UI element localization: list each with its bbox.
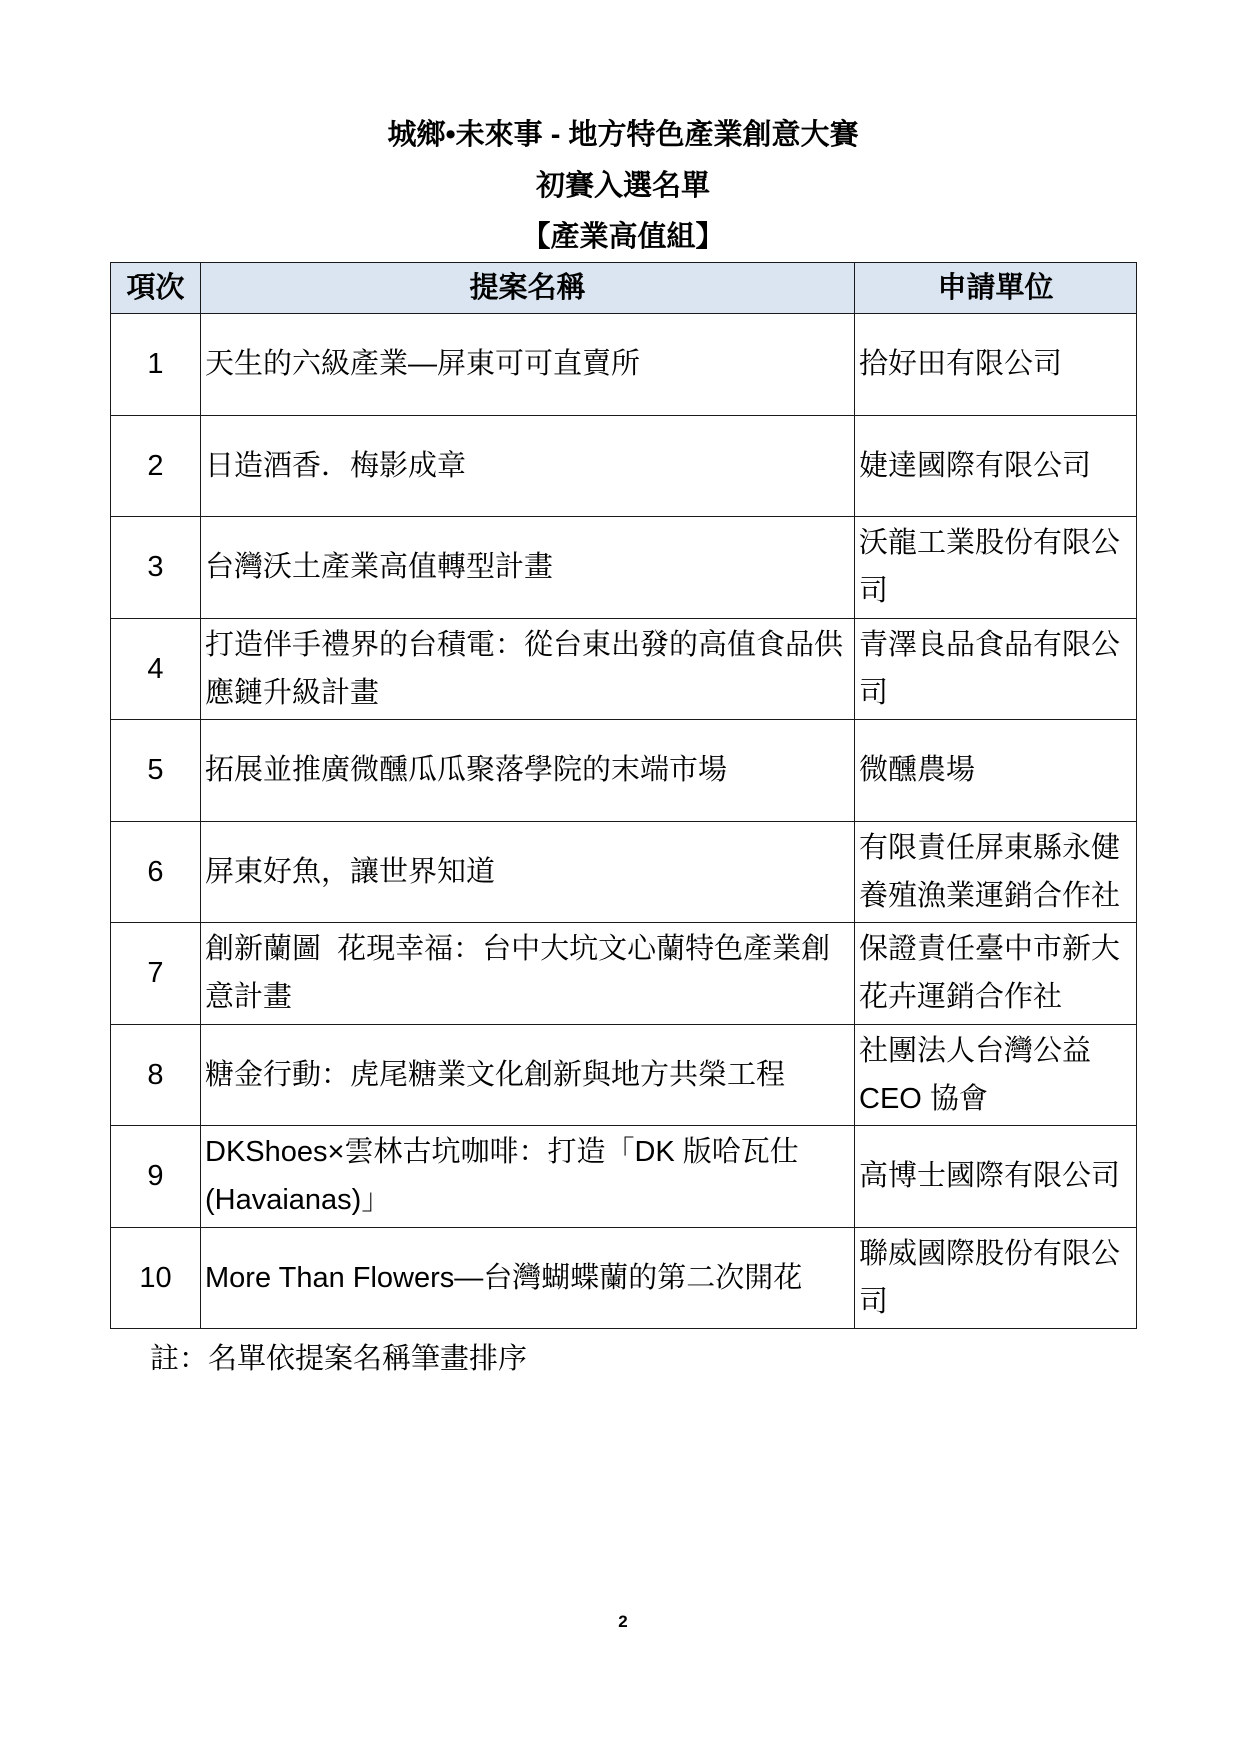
cell-proposal-name (201, 415, 855, 517)
cell-line: 微醺農場 (859, 754, 976, 787)
cell-line: 有限責任屏東縣永健 (859, 831, 1121, 864)
cell-applicant (855, 314, 1137, 416)
table-row (111, 720, 1137, 822)
cell-applicant (855, 618, 1137, 720)
cell-line: 婕達國際有限公司 (859, 449, 1092, 482)
page-number: 2 (618, 1612, 628, 1631)
table-row (111, 1126, 1137, 1228)
cell-applicant (855, 517, 1137, 619)
document-title: 城鄉•未來事 - 地方特色產業創意大賽 (387, 119, 859, 151)
cell-item-number: 3 (111, 517, 201, 619)
cell-proposal-name (201, 821, 855, 923)
cell-applicant (855, 923, 1137, 1025)
table-header-row (111, 263, 1137, 314)
cell-item-number: 10 (111, 1227, 201, 1329)
table-row (111, 1024, 1137, 1126)
cell-proposal-name (201, 314, 855, 416)
table-row (111, 821, 1137, 923)
cell-applicant (855, 1024, 1137, 1126)
cell-item-number: 5 (111, 720, 201, 822)
cell-line: 司 (859, 575, 889, 608)
cell-applicant (855, 720, 1137, 822)
table-row (111, 415, 1137, 517)
cell-line: More Than Flowers—台灣蝴蝶蘭的第二次開花 (205, 1261, 803, 1294)
cell-item-number: 7 (111, 923, 201, 1025)
cell-line: 意計畫 (205, 981, 293, 1014)
cell-line: 打造伴手禮界的台積電：從台東出發的高值食品供 (205, 628, 844, 661)
cell-line: 天生的六級產業—屏東可可直賣所 (205, 348, 641, 381)
cell-proposal-name (201, 618, 855, 720)
cell-item-number: 6 (111, 821, 201, 923)
cell-proposal-name (201, 923, 855, 1025)
cell-proposal-name (201, 720, 855, 822)
cell-line: 沃龍工業股份有限公 (859, 527, 1121, 560)
cell-line: 創新蘭圖 花現幸福：台中大坑文心蘭特色產業創 (205, 933, 831, 966)
cell-item-number: 4 (111, 618, 201, 720)
cell-line: 聯威國際股份有限公 (859, 1237, 1121, 1270)
cell-applicant (855, 1126, 1137, 1228)
cell-line: 糖金行動：虎尾糖業文化創新與地方共榮工程 (205, 1058, 786, 1091)
cell-line: 司 (859, 676, 889, 709)
cell-line: 花卉運銷合作社 (859, 981, 1063, 1014)
cell-line: 養殖漁業運銷合作社 (859, 879, 1121, 912)
cell-line: 應鏈升級計畫 (205, 676, 380, 709)
cell-line: 社團法人台灣公益 (859, 1034, 1092, 1067)
cell-item-number: 9 (111, 1126, 201, 1228)
cell-line: 屏東好魚，讓世界知道 (205, 855, 496, 888)
document-subtitle: 初賽入選名單 (535, 170, 710, 202)
cell-line: DKShoes×雲林古坑咖啡：打造「DK 版哈瓦仕 (205, 1136, 799, 1169)
cell-line: 高博士國際有限公司 (859, 1160, 1121, 1193)
cell-line: (Havaianas)」 (205, 1184, 391, 1217)
cell-line: 拓展並推廣微醺瓜瓜聚落學院的末端市場 (205, 754, 728, 787)
selection-list-table (110, 262, 1137, 1329)
cell-proposal-name (201, 1126, 855, 1228)
cell-line: 司 (859, 1285, 889, 1318)
category-heading: 【產業高值組】 (521, 221, 725, 253)
cell-proposal-name (201, 1024, 855, 1126)
cell-applicant (855, 1227, 1137, 1329)
cell-line: 台灣沃土產業高值轉型計畫 (205, 551, 554, 584)
cell-proposal-name (201, 1227, 855, 1329)
cell-applicant (855, 415, 1137, 517)
cell-line: 保證責任臺中市新大 (859, 933, 1121, 966)
cell-item-number: 1 (111, 314, 201, 416)
cell-item-number: 8 (111, 1024, 201, 1126)
cell-line: 日造酒香．梅影成章 (205, 449, 467, 482)
cell-line: 拾好田有限公司 (859, 348, 1063, 381)
cell-line: CEO 協會 (859, 1082, 988, 1115)
header-applicant: 申請單位 (855, 263, 1137, 314)
footnote: 註：名單依提案名稱筆畫排序 (150, 1343, 528, 1375)
cell-proposal-name (201, 517, 855, 619)
table-row (111, 1227, 1137, 1329)
header-item-number: 項次 (111, 263, 201, 314)
cell-item-number: 2 (111, 415, 201, 517)
table-row (111, 923, 1137, 1025)
table-row (111, 314, 1137, 416)
table-row (111, 618, 1137, 720)
header-proposal-name: 提案名稱 (201, 263, 855, 314)
cell-applicant (855, 821, 1137, 923)
cell-line: 青澤良品食品有限公 (859, 628, 1121, 661)
table-row (111, 517, 1137, 619)
